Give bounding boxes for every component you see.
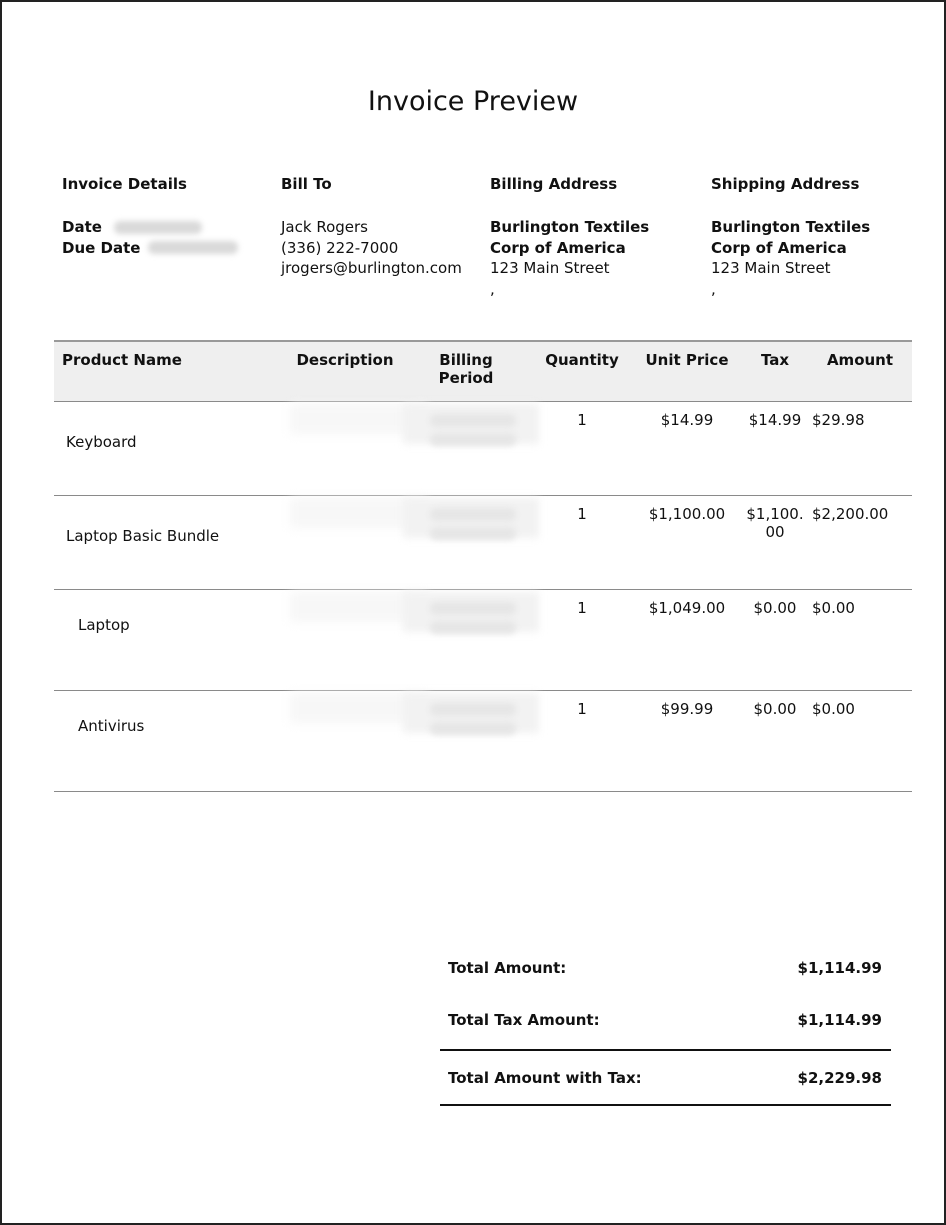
totals-section [440, 945, 891, 1106]
shipping-street: 123 Main Street [711, 259, 831, 277]
header-billing-period-line2: Period [438, 369, 494, 387]
description-cell [290, 589, 400, 690]
description-cell [290, 495, 400, 589]
billing-company-line2: Corp of America [490, 238, 626, 257]
tax-cell: $0.00 [742, 690, 808, 791]
amount-cell: $0.00 [808, 589, 912, 690]
bill-to-heading: Bill To [281, 175, 332, 193]
bill-to-phone: (336) 222-7000 [281, 238, 399, 257]
shipping-address-heading: Shipping Address [711, 175, 860, 193]
due-date-label: Due Date [62, 238, 141, 257]
invoice-due-date-row [62, 238, 262, 259]
header-billing-period [400, 341, 532, 401]
line-items-table [54, 340, 912, 792]
billing-company-line1: Burlington Textiles [490, 218, 650, 236]
product-name-cell: Laptop [54, 589, 290, 690]
billing-period-cell [400, 690, 532, 791]
bill-to-section [281, 175, 481, 279]
billing-period-cell [400, 495, 532, 589]
amount-cell: $2,200.00 [808, 495, 912, 589]
redacted-date-value [114, 221, 202, 234]
billing-period-cell [400, 589, 532, 690]
table-row [54, 589, 912, 690]
unit-price-cell: $14.99 [632, 401, 742, 495]
shipping-company-line1: Burlington Textiles [711, 218, 871, 236]
total-tax-value: $1,114.99 [797, 1011, 882, 1029]
shipping-city-line: , [711, 279, 716, 298]
tax-cell: $1,100.00 [742, 495, 808, 589]
quantity-cell: 1 [532, 690, 632, 791]
invoice-date-row [62, 217, 262, 238]
redacted-period-start [430, 602, 516, 615]
header-product-name: Product Name [54, 341, 290, 401]
product-name-cell: Keyboard [54, 401, 290, 495]
redacted-period-end [430, 527, 516, 540]
amount-cell: $29.98 [808, 401, 912, 495]
invoice-details-section [62, 175, 262, 258]
description-cell [290, 401, 400, 495]
billing-street: 123 Main Street [490, 259, 610, 277]
tax-cell: $0.00 [742, 589, 808, 690]
quantity-cell: 1 [532, 589, 632, 690]
total-amount-row [440, 945, 891, 991]
tax-cell: $14.99 [742, 401, 808, 495]
quantity-cell: 1 [532, 495, 632, 589]
redacted-period-start [430, 508, 516, 521]
bill-to-name: Jack Rogers [281, 218, 368, 236]
total-amount-label: Total Amount: [448, 959, 567, 977]
header-description: Description [290, 341, 400, 401]
billing-address-section [490, 175, 690, 299]
total-tax-label: Total Tax Amount: [448, 1011, 600, 1029]
date-label: Date [62, 218, 102, 236]
header-billing-period-line1: Billing [439, 351, 493, 369]
amount-cell: $0.00 [808, 690, 912, 791]
total-with-tax-row [440, 1049, 891, 1106]
total-with-tax-value: $2,229.98 [797, 1068, 882, 1087]
redacted-period-end [430, 433, 516, 446]
total-amount-value: $1,114.99 [797, 959, 882, 977]
redacted-period-start [430, 703, 516, 716]
billing-address-heading: Billing Address [490, 175, 618, 193]
header-tax: Tax [742, 341, 808, 401]
description-cell [290, 690, 400, 791]
table-row [54, 690, 912, 791]
total-tax-row [440, 991, 891, 1049]
table-header-row [54, 341, 912, 401]
unit-price-cell: $1,049.00 [632, 589, 742, 690]
total-with-tax-label: Total Amount with Tax: [448, 1068, 642, 1087]
table-row [54, 495, 912, 589]
billing-period-cell [400, 401, 532, 495]
unit-price-cell: $1,100.00 [632, 495, 742, 589]
table-row [54, 401, 912, 495]
header-unit-price: Unit Price [632, 341, 742, 401]
redacted-period-end [430, 722, 516, 735]
quantity-cell: 1 [532, 401, 632, 495]
product-name-cell: Laptop Basic Bundle [54, 495, 290, 589]
header-quantity: Quantity [532, 341, 632, 401]
redacted-period-end [430, 621, 516, 634]
bill-to-email: jrogers@burlington.com [281, 259, 462, 277]
redacted-period-start [430, 414, 516, 427]
product-name-cell: Antivirus [54, 690, 290, 791]
shipping-address-section [711, 175, 911, 299]
header-amount: Amount [808, 341, 912, 401]
shipping-company-line2: Corp of America [711, 238, 847, 257]
page-title: Invoice Preview [367, 86, 579, 117]
redacted-due-date-value [148, 241, 238, 254]
unit-price-cell: $99.99 [632, 690, 742, 791]
billing-city-line: , [490, 279, 495, 298]
invoice-details-heading: Invoice Details [62, 175, 187, 193]
